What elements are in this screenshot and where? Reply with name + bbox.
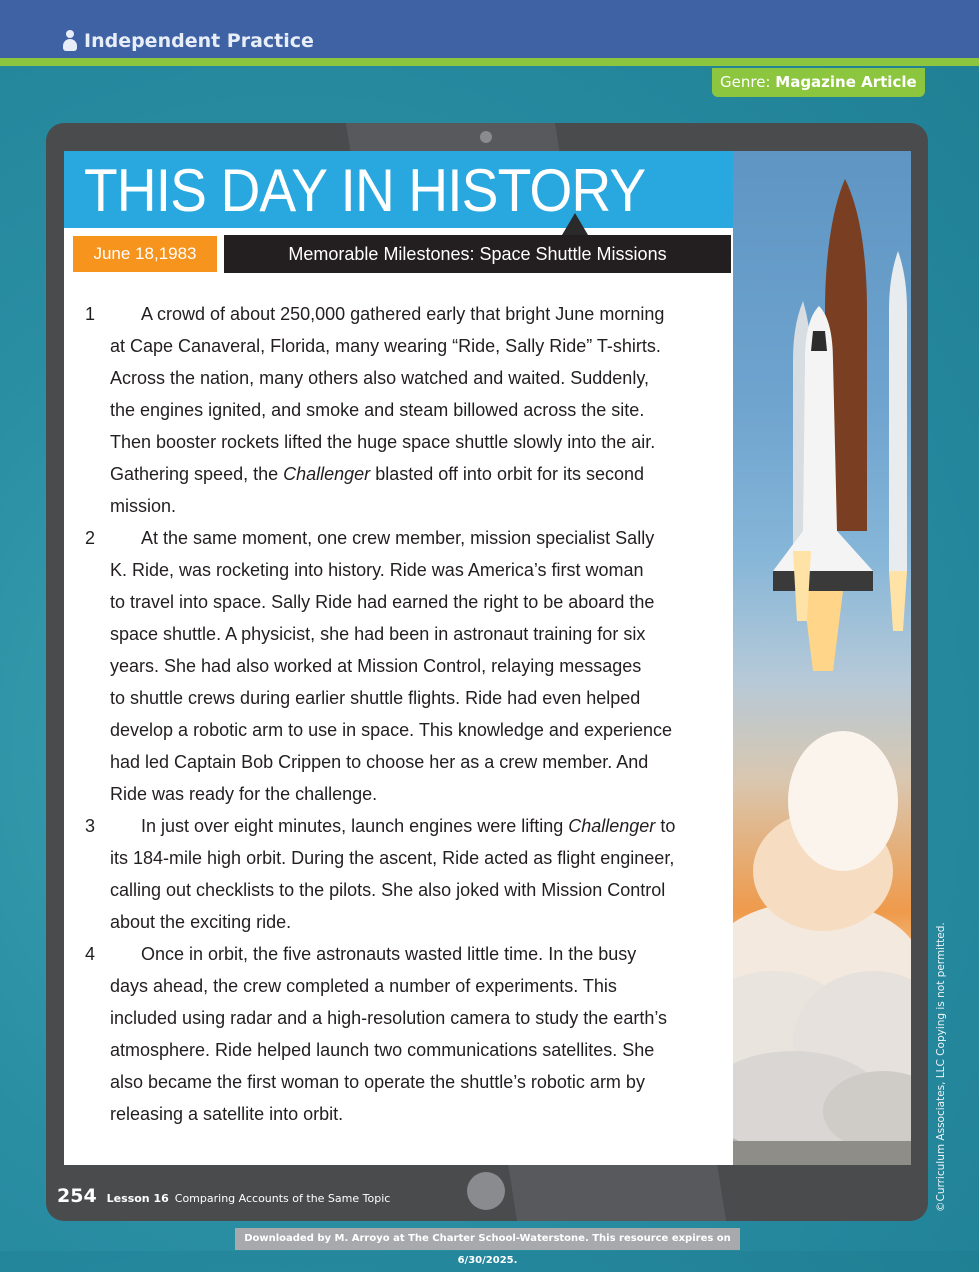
line-segment: mission. bbox=[110, 496, 177, 516]
line-segment: at Cape Canaveral, Florida, many wearing “Ride, Sally Ride” T-shirts. bbox=[110, 336, 661, 356]
headline-banner: Memorable Milestones: Space Shuttle Missions bbox=[224, 235, 731, 273]
line-segment: Ride was ready for the challenge. bbox=[110, 784, 378, 804]
paragraph-line bbox=[110, 714, 700, 746]
line-segment: had led Captain Bob Crippen to choose her as a crew member. And bbox=[110, 752, 649, 772]
paragraph-line bbox=[110, 1066, 700, 1098]
paragraph-line bbox=[110, 906, 700, 938]
top-banner-stripe bbox=[0, 58, 979, 66]
line-segment: Across the nation, many others also watched and waited. Suddenly, bbox=[110, 368, 649, 388]
tablet-camera bbox=[480, 131, 492, 143]
paragraph-line bbox=[110, 394, 700, 426]
date-badge: June 18,1983 bbox=[73, 236, 217, 272]
copyright-notice: ©Curriculum Associates, LLC Copying is not permitted. bbox=[935, 922, 947, 1212]
line-segment: atmosphere. Ride helped launch two communications satellites. She bbox=[110, 1040, 655, 1060]
line-segment: blasted off into orbit for its second bbox=[370, 464, 645, 484]
line-segment: Then booster rockets lifted the huge space shuttle slowly into the air. bbox=[110, 432, 656, 452]
line-segment: the engines ignited, and smoke and steam billowed across the site. bbox=[110, 400, 645, 420]
paragraph-line bbox=[110, 938, 700, 970]
lesson-label: Lesson 16 bbox=[106, 1192, 169, 1205]
paragraph-text bbox=[110, 938, 700, 1130]
line-segment: develop a robotic arm to use in space. This knowledge and experience bbox=[110, 720, 673, 740]
paragraph-line bbox=[110, 842, 700, 874]
paragraph-line bbox=[110, 522, 700, 554]
line-segment: In just over eight minutes, launch engines were lifting bbox=[141, 816, 569, 836]
line-segment: calling out checklists to the pilots. She also joked with Mission Control bbox=[110, 880, 666, 900]
paragraph-number: 2 bbox=[85, 528, 96, 548]
ship-name: Challenger bbox=[283, 464, 371, 484]
genre-prefix: Genre: bbox=[720, 73, 771, 91]
line-segment: about the exciting ride. bbox=[110, 912, 292, 932]
line-segment: Gathering speed, the bbox=[110, 464, 284, 484]
page-title: THIS DAY IN HISTORY bbox=[84, 157, 646, 224]
section-label bbox=[62, 30, 314, 52]
tablet-home-button bbox=[467, 1172, 505, 1210]
paragraph-line bbox=[110, 1098, 700, 1130]
line-segment: At the same moment, one crew member, mission specialist Sally bbox=[141, 528, 655, 548]
paragraph-line bbox=[110, 810, 700, 842]
paragraph-line bbox=[110, 298, 700, 330]
paragraph-text bbox=[110, 298, 700, 522]
paragraph-line bbox=[110, 426, 700, 458]
line-segment: years. She had also worked at Mission Control, relaying messages bbox=[110, 656, 642, 676]
paragraph-line bbox=[110, 586, 700, 618]
paragraph-line bbox=[110, 458, 700, 490]
person-icon bbox=[62, 30, 78, 52]
line-segment: to travel into space. Sally Ride had earned the right to be aboard the bbox=[110, 592, 655, 612]
page-footer bbox=[57, 1185, 390, 1207]
line-segment: to shuttle crews during earlier shuttle flights. Ride had even helped bbox=[110, 688, 641, 708]
paragraph-number: 3 bbox=[85, 816, 96, 836]
paragraph-line bbox=[110, 618, 700, 650]
paragraph-line bbox=[110, 490, 700, 522]
paragraph-line bbox=[110, 362, 700, 394]
line-segment: space shuttle. A physicist, she had been in astronaut training for six bbox=[110, 624, 646, 644]
paragraph-number: 1 bbox=[85, 304, 96, 324]
section-label-text: Independent Practice bbox=[84, 30, 314, 52]
paragraph-text bbox=[110, 810, 700, 938]
genre-tag bbox=[712, 68, 925, 97]
paragraph-line bbox=[110, 1034, 700, 1066]
download-notice: Downloaded by M. Arroyo at The Charter School-Waterstone. This resource expires on 6/30/2025. bbox=[235, 1228, 740, 1250]
paragraph-line bbox=[110, 746, 700, 778]
shuttle-illustration bbox=[733, 151, 911, 1165]
line-segment: to bbox=[655, 816, 676, 836]
paragraph-line bbox=[110, 970, 700, 1002]
line-segment: A crowd of about 250,000 gathered early that bright June morning bbox=[141, 304, 665, 324]
ship-name: Challenger bbox=[568, 816, 656, 836]
paragraph-line bbox=[110, 650, 700, 682]
paragraph-line bbox=[110, 682, 700, 714]
paragraph-line bbox=[110, 1002, 700, 1034]
line-segment: K. Ride, was rocketing into history. Ride was America’s first woman bbox=[110, 560, 644, 580]
paragraph-line bbox=[110, 874, 700, 906]
page-number: 254 bbox=[57, 1185, 97, 1207]
line-segment: its 184-mile high orbit. During the ascent, Ride acted as flight engineer, bbox=[110, 848, 675, 868]
tablet-screen bbox=[64, 151, 911, 1165]
lesson-title: Comparing Accounts of the Same Topic bbox=[174, 1192, 391, 1205]
line-segment: included using radar and a high-resolution camera to study the earth’s bbox=[110, 1008, 668, 1028]
paragraph-line bbox=[110, 330, 700, 362]
title-pointer-decoration bbox=[562, 213, 588, 235]
line-segment: Once in orbit, the five astronauts wasted little time. In the busy bbox=[141, 944, 637, 964]
genre-value: Magazine Article bbox=[775, 73, 917, 91]
paragraph-line bbox=[110, 778, 700, 810]
line-segment: days ahead, the crew completed a number of experiments. This bbox=[110, 976, 617, 996]
line-segment: also became the first woman to operate the shuttle’s robotic arm by bbox=[110, 1072, 645, 1092]
paragraph-line bbox=[110, 554, 700, 586]
line-segment: releasing a satellite into orbit. bbox=[110, 1104, 344, 1124]
paragraph-number: 4 bbox=[85, 944, 96, 964]
title-banner bbox=[64, 151, 733, 228]
paragraph-text bbox=[110, 522, 700, 810]
space-shuttle-launch-photo bbox=[733, 151, 911, 1165]
